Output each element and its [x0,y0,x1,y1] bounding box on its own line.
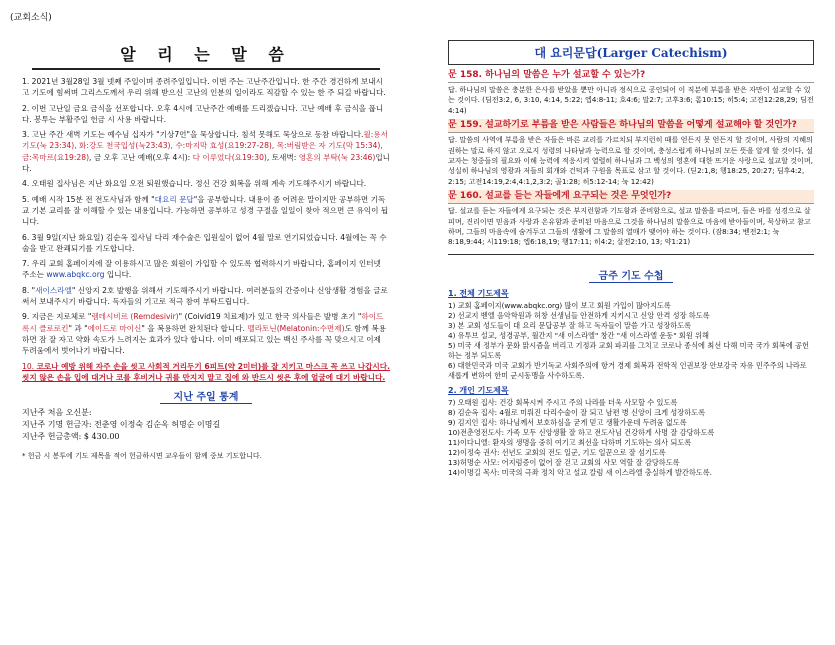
prayer-item: 1) 교회 홈페이지(www.abqkc.org) 많이 보고 회원 가입이 많아지도록 [448,300,671,310]
announcement-text: "을 공부합니다. 내용이 좀 어려운 말이지만 공부하면 기독교 기본 교리를 잘 이해할 수 있는 내용입니다. 가능하면 공부하고 성경 구절을 일일이 찾아 적으면 큰 유익이 됩니다. [22,194,389,227]
prayer-item: 12)이정숙 권사: 선년도 교회의 전도 일군, 기도 일꾼으로 잘 섬기도록 [448,447,666,457]
announcement-text: 영혼의 부탁(눅 23:46) [298,152,376,162]
announcement-text: 이번 고난일 금요 금식을 선포합니다. 오후 4시에 고난주간 예배를 드리겠습니다. 고난 예배 후 금식을 풉니다. 봉투는 부활주일 헌금 시 사용 바랍니다. [22,103,384,124]
announcement-text: 다 이루었다(요19:30) [192,152,267,162]
announcement-text: 월:용서기도(눅 23:34), 화:강도 천국입성(눅23:43), 수:마지막 효성(요19:27-28), 목:버림받은 자 기도(막 15:34), 금:목마르(요19:28) [22,130,388,162]
announcement-number: 7. [22,259,32,269]
announcement-text: 입니다. [22,152,390,174]
announcement-text: 3월 9일(지난 화요일) 김순옥 집사님 다리 재수술은 입원실이 없어 4월 말로 연기되었습니다. 4월에는 꼭 수술을 받고 완쾌되기를 기도합니다. [22,232,387,253]
catechism-heading: 대 요리문답(Larger Catechism) [448,40,814,65]
announcement-item [22,361,390,384]
announcement-text: 멜라토닌(Melatonin:수면제) [247,323,345,333]
announcement-text: 하이드록시 클로로킨 [22,312,384,333]
announcement-text: 오태원 집사님은 지난 화요일 오전 퇴원했습니다. 정신 건강 회복을 위해 계속 기도해주시기 바랍니다. [31,179,367,189]
stats-line: 지난주 헌금총액: $ 430.00 [22,432,120,442]
announcement-text: 에이드로 마이신 [87,323,142,333]
announcement-number: 1. [22,77,32,86]
prayer-item: 4) 유투브 설교, 성경공부, 월간지 "새 이스라엘" 창간 "새 이스라엘 운동" 회원 위해 [448,330,709,340]
announcement-number: 6. [22,232,32,242]
announcements-title: 알 리 는 말 씀 [120,45,292,64]
catechism-box-bottom [448,254,814,255]
announcement-number: 5. [22,194,32,204]
catechism-answer: 답. 하나님의 말씀은 충분한 은사를 받았을 뿐만 아니라 정식으로 공인되어 이 직분에 부름을 받은 자만이 설교할 수 있는 것이다. (딤전3:2, 6, 3:10, 4:14, 5:22; 엡4:8-11; 호4:6; 말2:7; 고후3:6; 롬10:15; 히5:4; 고전12:28,29; 딤전4:14) [448,85,814,115]
announcement-number: 9. [22,312,32,322]
announcement-text: 지금은 지로체로 " [31,312,92,322]
announcement-item [22,311,390,356]
announcement-item [22,129,390,174]
announcement-text: " 과 " [68,323,88,333]
prayer-item: 11)이다니엘: 환자의 생명을 중히 여기고 최선을 다하며 기도하는 의사 되도록 [448,437,692,447]
catechism-question: 문 158. 하나님의 말씀은 누가 설교할 수 있는가? [448,69,814,83]
prayer-item: 9) 김지인 집사: 하나님께서 보호하심을 굳게 믿고 생활가운데 두려움 없도록 [448,417,687,427]
catechism-question: 문 160. 설교를 듣는 자들에게 요구되는 것은 무엇인가? [448,190,814,204]
announcement-text: " (Coivid19 치료제)가 있고 한국 의사들은 발병 초기 " [178,312,362,322]
announcement-item [22,103,390,126]
announcements-column [22,40,390,635]
announcement-text: 코로나 예방 위해 자주 손을 씻고 사회적 거리두기 6피트(약 2미터)를 잘 지키고 마스크 꼭 쓰고 나갑시다. 씻지 않은 손을 입에 대거나 코를 후비거나 귀를 만지지 말고 집에 와 반드시 씻은 후에 얼굴에 대기 바랍니다. [22,361,390,382]
announcement-item [22,194,390,228]
announcement-item [22,178,390,189]
announcement-item [22,285,390,308]
prayer-list [448,288,814,478]
announcement-text: 도 함께 복용하면 잠 잘 자고 약화 속도가 느려지는 효과가 있다 합니다. 이미 배포되고 있는 백신 주사를 꼭 맞으시고 이제 두려움에서 벗어나기 바랍니다. [22,323,387,356]
announcement-text: www.abqkc.org [46,270,105,280]
announcement-item [22,76,390,99]
stats-block [22,407,390,443]
stats-title: 지난 주일 통계 [22,388,390,403]
announcement-number: 4. [22,179,32,189]
right-column [448,40,814,635]
stats-note: * 헌금 시 봉투에 기도 제목을 적어 헌금하시면 교우들이 함께 중보 기도합니다. [22,452,262,461]
announcement-text: " [31,285,36,295]
prayer-item: 13)허명순 사모: 어지럼증이 없어 잘 걷고 교회의 사모 역할 잘 감당하도록 [448,457,680,467]
stats-line: 지난주 처음 오신분: [22,408,92,418]
prayer-item: 7) 오태원 집사: 건강 회복시켜 주시고 주의 나라를 더욱 사모할 수 있도록 [448,397,678,407]
announcement-text: 예배 시작 15분 전 전도사님과 함께 " [31,194,155,204]
prayer-section-heading: 1. 전체 기도제목 [448,288,509,298]
prayer-item: 5) 미국 새 정부가 문화 맑시즘을 버리고 기정과 교회 파괴를 그치고 코로나 종식에 최선 다해 미국 국가 회복에 공헌하는 정부 되도록 [448,340,809,360]
announcement-text: " 신앙지 2호 발행을 위해서 기도해주시기 바랍니다. 여러분들의 간증이나 신앙생활 경험을 글로 써서 보내주시기 바랍니다. 독자들의 기고로 적극 참여 부탁드립니다. [22,285,388,307]
announcement-text: 새이스라엘 [35,285,72,295]
stats-line: 지난주 기명 헌금자: 전춘영 이정숙 김순옥 허명순 이명길 [22,420,221,430]
prayer-title: 금주 기도 수첩 [448,267,814,282]
announcements-list [22,76,390,383]
announcement-number: 2. [22,103,32,113]
prayer-item: 3) 본 교회 성도들이 대 요리 문답공부 잘 하고 독자들이 말씀 가고 성장하도록 [448,320,692,330]
prayer-section-heading: 2. 개인 기도제목 [448,385,509,395]
announcement-number: 10. [22,361,37,371]
announcement-text: 2021년 3월28일 3월 넷째 주일이며 종려주일입니다. 이번 주는 고난주간입니다. 한 주간 경건하게 보내시고 기도에 힘써며 그리스도께서 우리 위해 받으신 고난의 인분의 일이라도 직감할 수 있는 한 주 되길 바랍니다. [22,77,386,98]
prayer-item: 14)이명길 목사: 미국의 극좌 정치 악고 설교 칼럼 새 이스라엘 충실하게 발간하도록. [448,467,712,477]
announcement-number: 3. [22,130,32,140]
announcement-text: 고난 주간 새벽 기도는 예수님 십자가 "기상7언"을 묵상합니다. 침석 못해도 묵상으로 동참 바랍니다. [31,130,364,140]
catechism-answer: 답. 설교를 듣는 자들에게 요구되는 것은 부지런함과 기도함과 준비함으로, 설교 말씀을 따르며, 들은 바를 성경으로 살피며, 진리이면 믿음과 사랑과 온유함과 준비된 마음으로 그것을 하나님의 말씀으로 마음에 받아들이며, 묵상하고 참고하며, 그들의 마음속에 숨겨두고 그들의 생활에 그 말씀의 열매가 맺어야 하는 것이다. (잠8:34; 벧전2:1; 눅8:18,9:44; 시119:18; 엡6:18,19; 행17:11; 히4:2; 살전2:10, 13; 약1:21) [448,206,811,247]
announcement-text: 입니다. [104,270,132,280]
announcement-text: 대요리 문답 [154,194,194,204]
bulletin-tag: (교회소식) [10,13,52,23]
announcement-text: " 을 복용하면 완치된다 합니다. [141,323,248,333]
announcement-text: , 토새벽: [266,152,299,162]
catechism-list [448,69,814,248]
prayer-item: 6) 대한민국과 미국 교회가 반기독교 사회주의에 항거 경제 회복과 전학적 인권보장 안보강국 자유 민주주의 나라로 새롭게 변하여 한미 군시동맹을 사수하도록. [448,360,807,380]
prayer-item: 2) 선교지 벧엘 음악학원과 허창 선생님들 안전하게 지키시고 신앙 안격 성장 하도록 [448,310,710,320]
catechism-question: 문 159. 설교하기로 부름을 받은 사람들은 하나님의 말씀을 어떻게 설교해야 할 것인가? [448,119,814,133]
announcement-item [22,258,390,281]
announcement-text: 렘데시비르 (Remdesivir) [91,312,179,322]
title-divider [32,68,380,70]
catechism-answer: 답. 말씀의 사역에 부름을 받은 자들은 바른 교리를 가르치되 부지런히 때를 얻든지 못 얻든지 할 것이며, 사람의 지혜의 권하는 말로 하지 않고 오로지 성령의 나타남과 능력으로 할 것이며, 충성스럽게 하나님의 모든 뜻을 알게 할 것이다, 설교자는 청중들의 필요와 이해 능력에 적응시켜 열렬히 하나님과 그 백성의 영혼에 대한 뜨거운 사랑으로 설교할 것이며, 성실히 하나님의 영광과 저들의 회개와 건덕과 구원을 목표로 삼고 할 것이다. (딛2:1,8; 행18:25, 20:27; 딤후4:2, 2:15; 고전14:19,2:4,4:1,2,3:2; 골1:28; 히5:12-14; 눅 12:42) [448,135,813,186]
announcement-text: 우리 교회 홈페이지에 잘 이용하시고 많은 회원이 가입할 수 있도록 협력하시기 바랍니다, 홈페이지 인터넷 주소는 [22,259,381,280]
prayer-item: 10)전춘영전도사: 가족 모두 신앙생활 잘 하고 전도사님 건강하게 사명 잘 감당하도록 [448,427,715,437]
announcement-item [22,232,390,255]
announcement-text: , 금 오후 고난 예배(오후 4시): [89,152,193,162]
prayer-item: 8) 김순옥 집사: 4월로 미뤄진 다리수술이 잘 되고 남편 병 신앙이 크게 성장하도록 [448,407,706,417]
announcement-number: 8. [22,285,32,295]
